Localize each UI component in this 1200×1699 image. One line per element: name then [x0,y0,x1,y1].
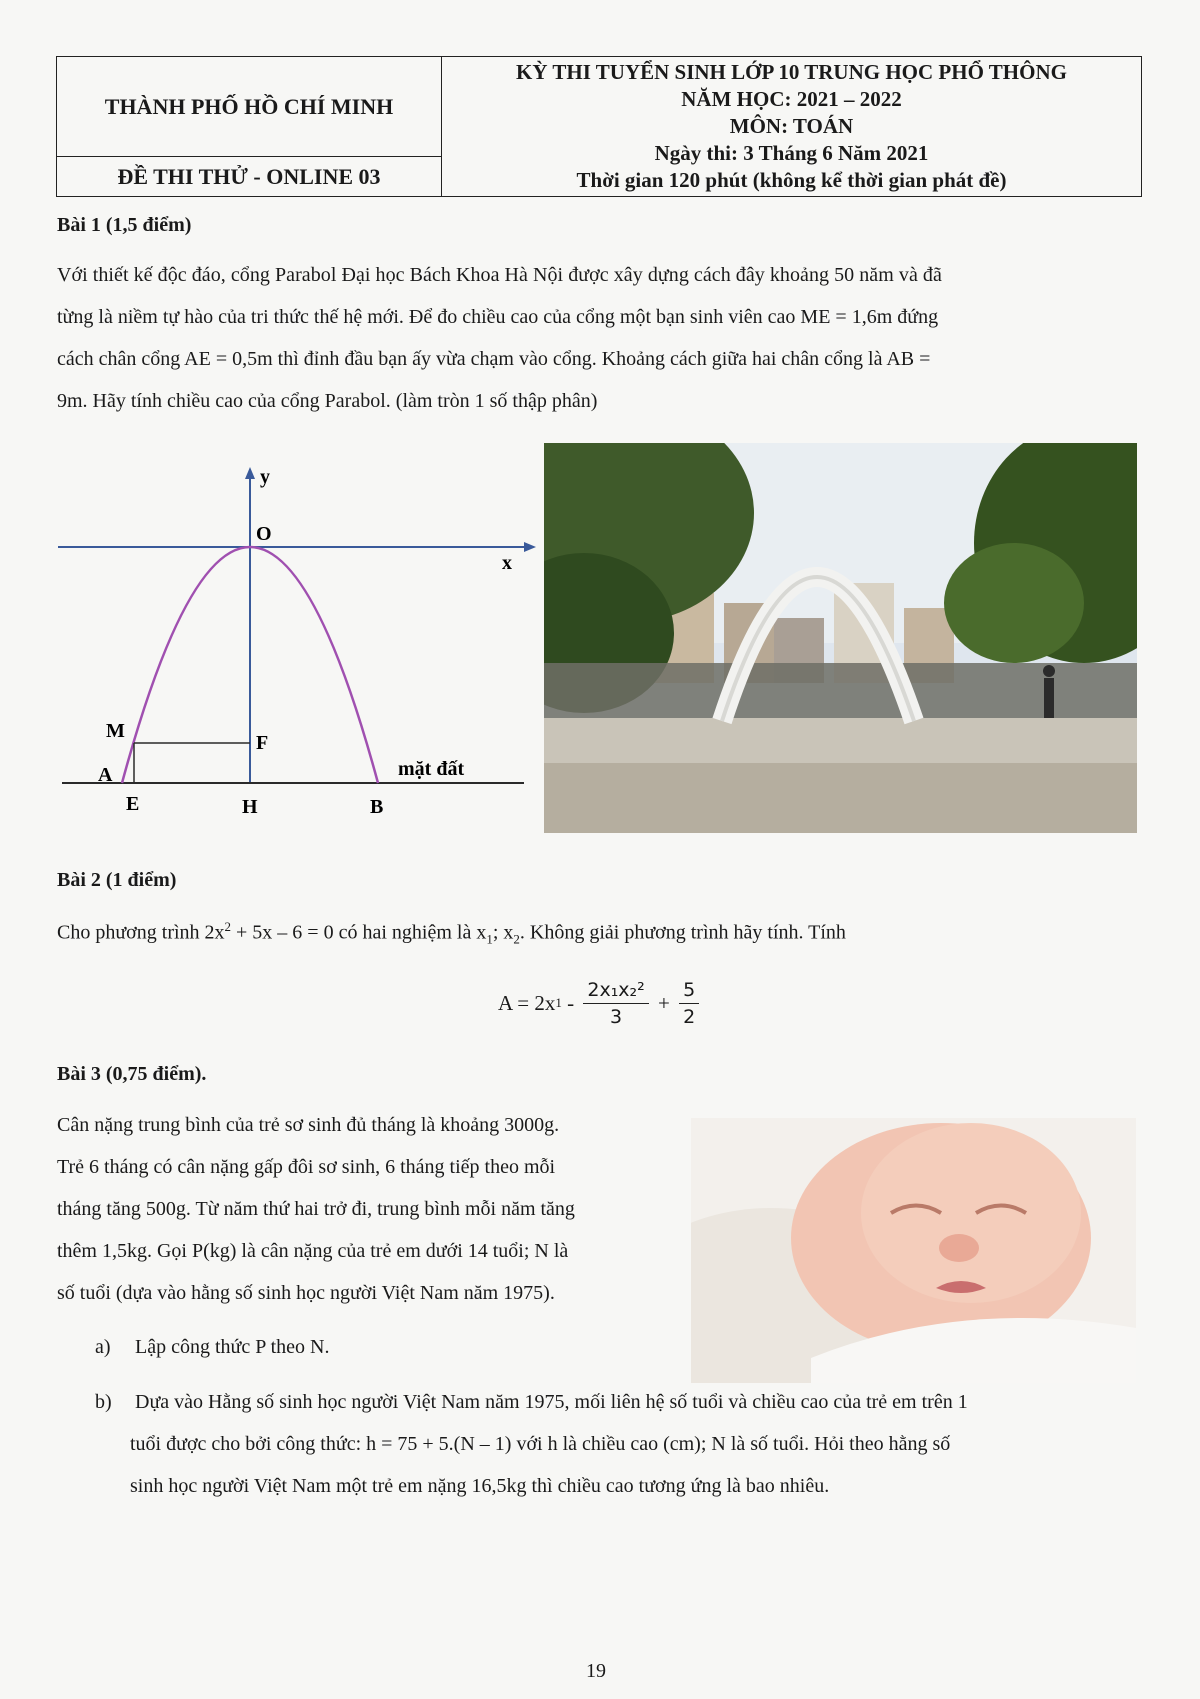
bai2-title: Bài 2 (1 điểm) [57,869,177,891]
label-a: A [98,764,113,786]
bai1-line-1: Với thiết kế độc đáo, cổng Parabol Đại học Bách Khoa Hà Nội được xây dựng cách đây khoảng 50 năm và đã [57,264,942,286]
item-b-line-1: Dựa vào Hằng số sinh học người Việt Nam năm 1975, mối liên hệ số tuổi và chiều cao của trẻ em trên 1 [135,1391,968,1413]
bai3-line-3: tháng tăng 500g. Từ năm thứ hai trở đi, trung bình mỗi năm tăng [57,1198,575,1220]
bai1-line-2: từng là niềm tự hào của tri thức thế hệ mới. Để đo chiều cao của cổng một bạn sinh viên cao ME = 1,6m đứng [57,306,939,328]
crying-baby-photo [691,1118,1136,1383]
label-x: x [502,552,512,574]
label-m: M [106,720,125,742]
bai3-line-2: Trẻ 6 tháng có cân nặng gấp đôi sơ sinh, 6 tháng tiếp theo mỗi [57,1156,556,1178]
exam-title: KỲ THI TUYỂN SINH LỚP 10 TRUNG HỌC PHỔ THÔNG [516,60,1067,84]
bai3-title: Bài 3 (0,75 điểm). [57,1063,207,1085]
parabola-gate-photo [544,443,1137,833]
bai2-text: Cho phương trình $2x^2 + 5x - 6 = 0$ có hai nghiệm là $x_1$; $x_2$. Không giải phương trình hãy tính. Tính [57,919,846,947]
label-y: y [260,466,270,488]
header-table [56,56,1142,197]
item-a-label: a) [95,1336,111,1358]
city-name: THÀNH PHỐ HỒ CHÍ MINH [57,57,442,157]
bai1-title: Bài 1 (1,5 điểm) [57,214,192,236]
subject: MÔN: TOÁN [729,114,854,138]
exam-code: ĐỀ THI THỬ - ONLINE 03 [57,157,442,196]
label-e: E [126,793,140,815]
exam-duration: Thời gian 120 phút (không kể thời gian phát đề) [576,168,1007,192]
fraction-1: $\frac{\text{2x₁x₂²}}{3}$ [583,979,648,1028]
label-b: B [370,796,384,818]
y-axis-arrow [245,467,255,479]
item-a-text: Lập công thức P theo N. [135,1336,330,1358]
fraction-2: $\frac{5}{2}$ [679,979,699,1028]
item-b-line-2: tuổi được cho bởi công thức: h = 75 + 5.(N – 1) với h là chiều cao (cm); N là số tuổi. Hỏi theo hằng số [130,1433,951,1455]
x-axis-arrow [524,542,536,552]
bai3-line-1: Cân nặng trung bình của trẻ sơ sinh đủ tháng là khoảng 3000g. [57,1114,560,1136]
formula-a: A = 2x 1 - $\frac{\text{2x₁x₂²}}{3}$ + $\frac{5}{2}$ [498,968,703,1038]
school-year: NĂM HỌC: 2021 – 2022 [681,87,902,111]
bai1-line-4: 9m. Hãy tính chiều cao của cổng Parabol. (làm tròn 1 số thập phân) [57,390,598,412]
exam-info [442,57,1141,196]
label-h: H [242,796,258,818]
exam-date: Ngày thi: 3 Tháng 6 Năm 2021 [654,141,929,165]
parabola-graph [56,465,538,825]
bai3-line-5: số tuổi (dựa vào hằng số sinh học người Việt Nam năm 1975). [57,1282,555,1304]
label-o: O [256,523,272,545]
label-f: F [256,732,269,754]
bai1-line-3: cách chân cổng AE = 0,5m thì đỉnh đầu bạn ấy vừa chạm vào cổng. Khoảng cách giữa hai chân cổng là AB = [57,348,931,370]
page-number: 19 [586,1660,606,1682]
bai3-line-4: thêm 1,5kg. Gọi P(kg) là cân nặng của trẻ em dưới 14 tuổi; N là [57,1240,569,1262]
item-b-line-3: sinh học người Việt Nam một trẻ em nặng 16,5kg thì chiều cao tương ứng là bao nhiêu. [130,1475,830,1497]
label-ground: mặt đất [398,758,465,780]
item-b-label: b) [95,1391,112,1413]
